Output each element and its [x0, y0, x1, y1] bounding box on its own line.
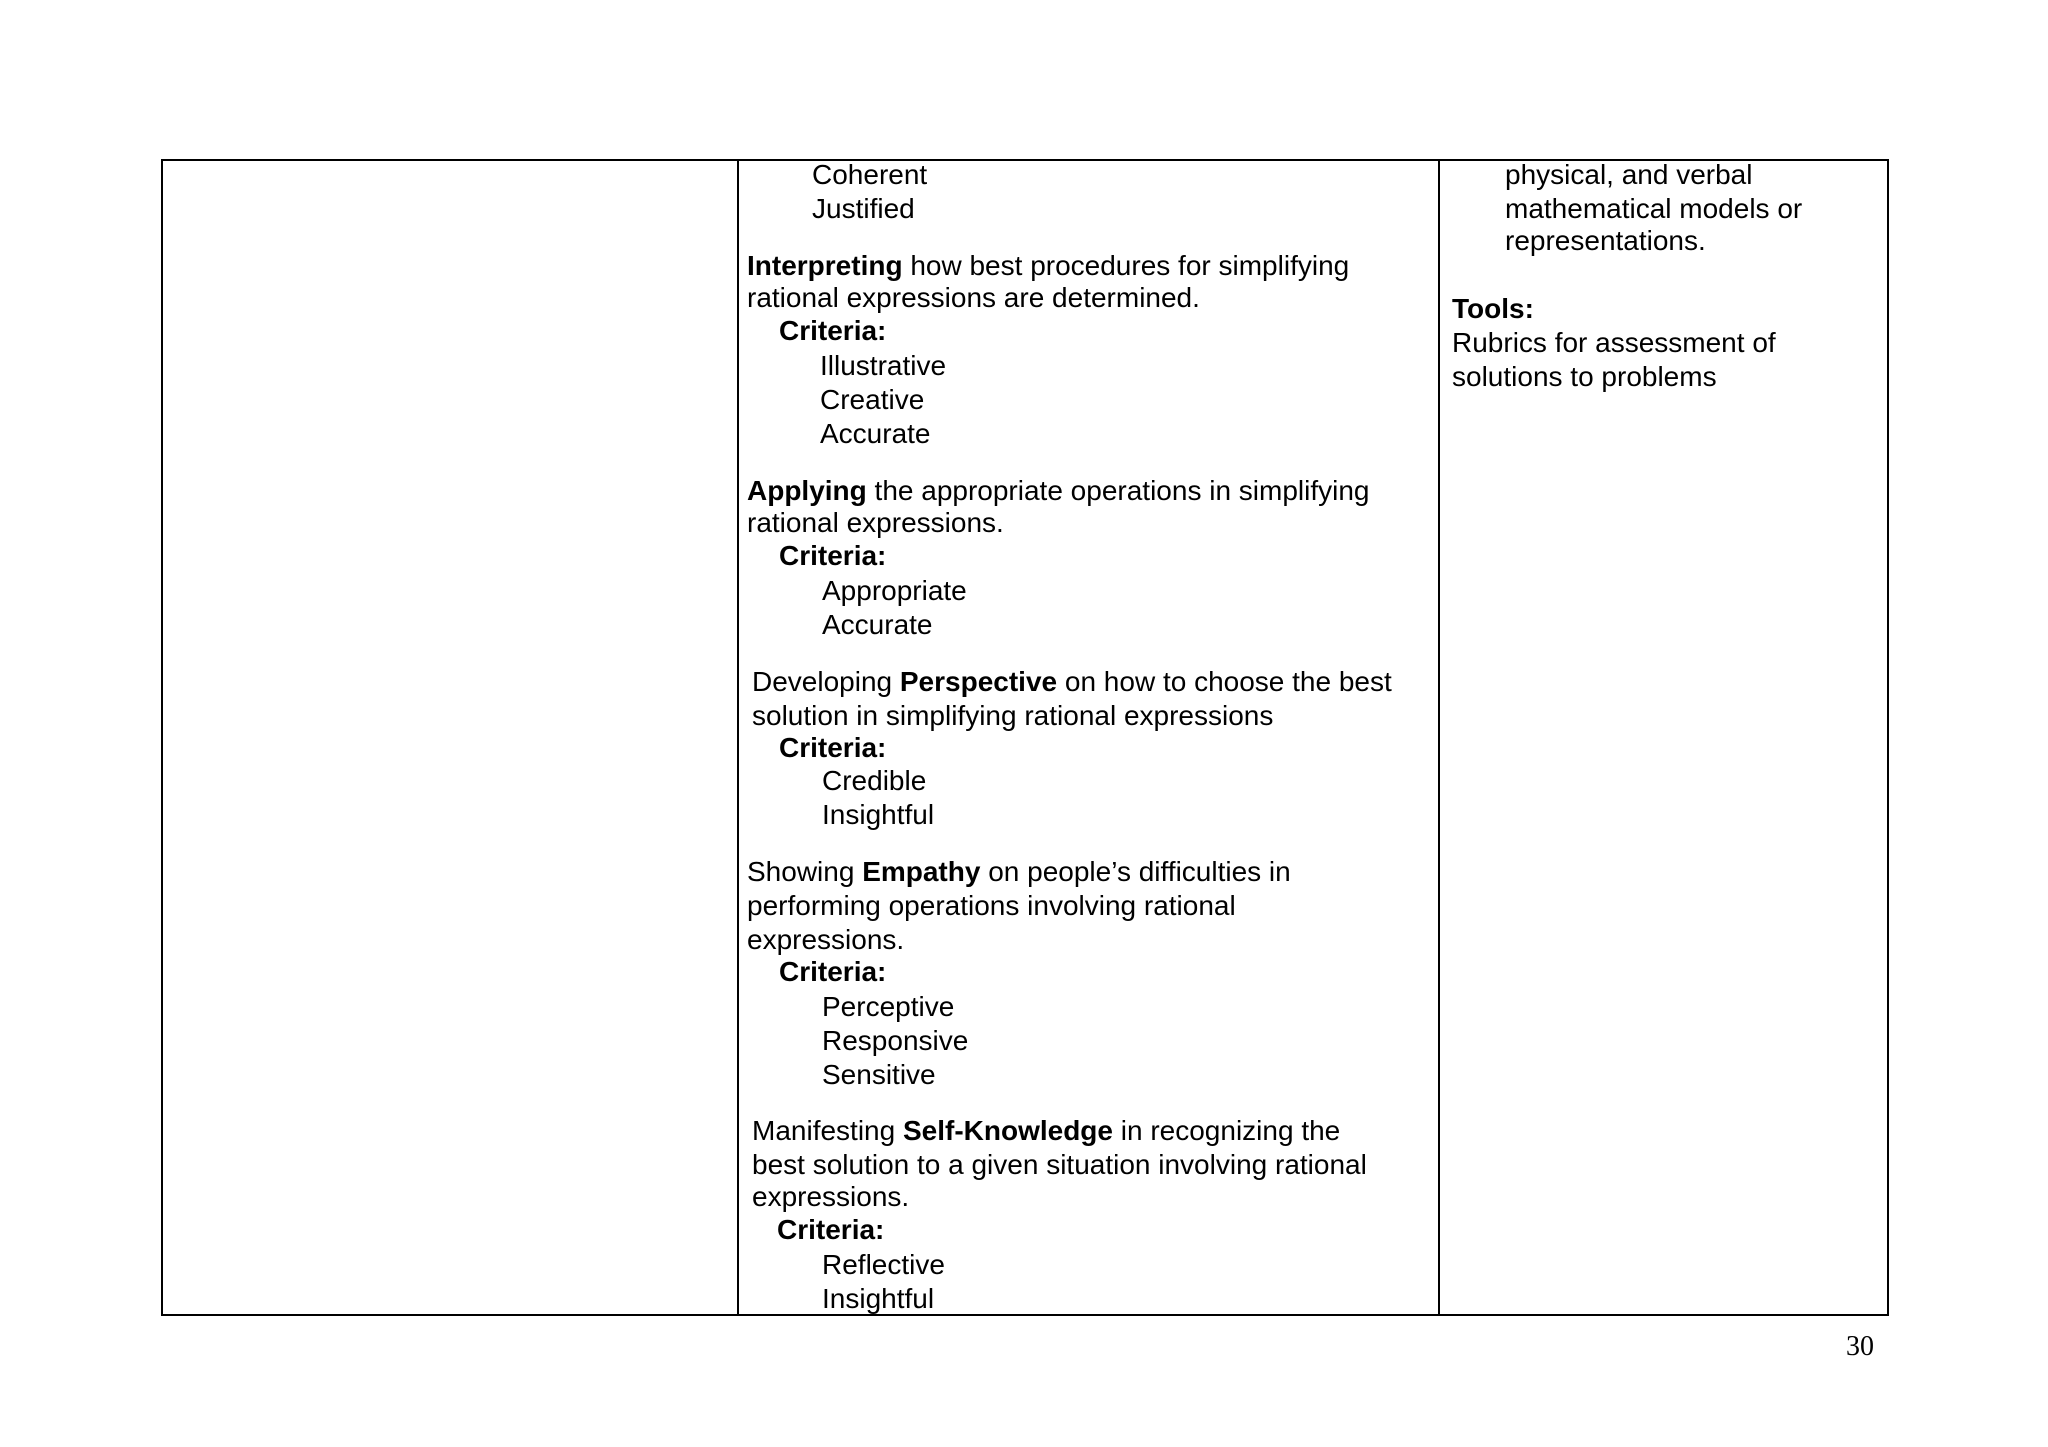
criteria-label: Criteria:	[777, 1214, 885, 1245]
criteria-item: Responsive	[822, 1025, 969, 1056]
empathy-line: performing operations involving rational	[747, 890, 1236, 921]
self-knowledge-keyword: Self-Knowledge	[902, 1115, 1113, 1146]
criteria-item: Accurate	[822, 609, 933, 640]
criteria-item: Insightful	[822, 1283, 935, 1314]
page-number: 30	[1846, 1331, 1874, 1362]
self-knowledge-line: expressions.	[752, 1181, 910, 1212]
self-knowledge-line: Manifesting Self-Knowledge in recognizing the	[752, 1115, 1341, 1146]
interpreting-line: Interpreting how best procedures for simplifying	[747, 250, 1350, 281]
right-line: mathematical models or	[1505, 193, 1803, 224]
column-divider-left	[737, 161, 739, 1314]
criteria-item: Creative	[820, 384, 925, 415]
criteria-item: Sensitive	[822, 1059, 936, 1090]
perspective-line: Developing Perspective on how to choose the best	[752, 666, 1392, 697]
tools-label: Tools:	[1452, 293, 1534, 324]
criteria-label: Criteria:	[779, 315, 887, 346]
column-divider-right	[1438, 161, 1440, 1314]
applying-line: Applying the appropriate operations in simplifying	[747, 475, 1370, 506]
applying-line: rational expressions.	[747, 507, 1004, 538]
criteria-label: Criteria:	[779, 732, 887, 763]
criteria-item: Accurate	[820, 418, 931, 449]
criteria-label: Criteria:	[779, 956, 887, 987]
applying-keyword: Applying	[747, 475, 867, 506]
tools-line: Rubrics for assessment of	[1452, 327, 1776, 358]
criteria-item: Credible	[822, 765, 927, 796]
empathy-line: Showing Empathy on people’s difficulties in	[747, 856, 1291, 887]
interpreting-keyword: Interpreting	[747, 250, 903, 281]
right-line: physical, and verbal	[1505, 159, 1753, 190]
tools-line: solutions to problems	[1452, 361, 1717, 392]
empathy-keyword: Empathy	[862, 856, 981, 887]
perspective-line: solution in simplifying rational expressions	[752, 700, 1274, 731]
criteria-item: Illustrative	[820, 350, 947, 381]
criteria-item: Insightful	[822, 799, 935, 830]
right-line: representations.	[1505, 225, 1706, 256]
empathy-line: expressions.	[747, 924, 905, 955]
self-knowledge-line: best solution to a given situation involving rational	[752, 1149, 1367, 1180]
criteria-item: Justified	[812, 193, 915, 224]
perspective-keyword: Perspective	[899, 666, 1058, 697]
interpreting-line: rational expressions are determined.	[747, 282, 1200, 313]
criteria-item: Coherent	[812, 159, 928, 190]
criteria-label: Criteria:	[779, 540, 887, 571]
criteria-item: Perceptive	[822, 991, 955, 1022]
criteria-item: Appropriate	[822, 575, 967, 606]
criteria-item: Reflective	[822, 1249, 945, 1280]
